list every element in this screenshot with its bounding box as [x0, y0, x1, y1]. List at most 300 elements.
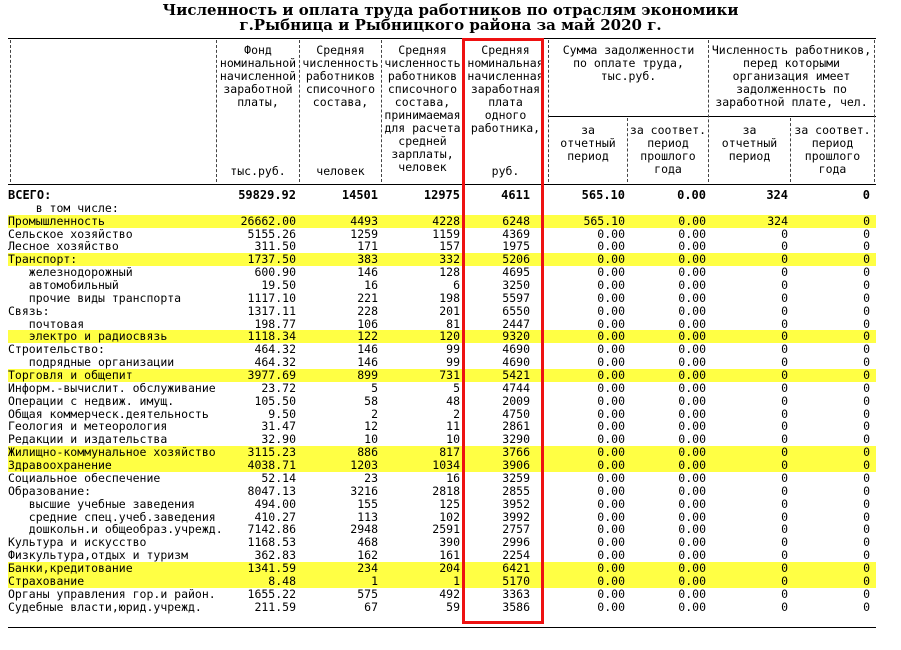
cell-wage: 3363: [502, 586, 530, 601]
cell-branch-name: Строительство:: [8, 342, 105, 357]
cell-debt-prev: 0.00: [678, 419, 706, 434]
cell-debt-prev: 0.00: [678, 458, 706, 473]
cell-workers-prev: 0: [863, 303, 870, 318]
cell-calc: 1: [453, 573, 460, 588]
cell-workers-prev: 0: [863, 278, 870, 293]
cell-workers-reporting: 0: [781, 252, 788, 267]
cell-workers-prev: 0: [863, 599, 870, 614]
cell-calc: 12975: [423, 188, 460, 202]
cell-wage: 3250: [502, 278, 530, 293]
cell-debt-reporting: 0.00: [597, 380, 625, 395]
cell-branch-name: Судебные власти,юрид.учрежд.: [8, 599, 202, 614]
cell-calc: 390: [439, 535, 460, 550]
cell-fund: 26662.00: [240, 213, 296, 228]
cell-fund: 198.77: [254, 316, 296, 331]
cell-branch-name: Операции с недвиж. имущ.: [8, 393, 175, 408]
cell-workers-reporting: 0: [781, 290, 788, 305]
cell-debt-prev: 0.00: [678, 445, 706, 460]
table-row: [8, 472, 876, 485]
cell-debt-prev: 0.00: [678, 393, 706, 408]
page-title-line1: Численность и оплата труда работников по отраслям экономики: [162, 1, 739, 19]
cell-workers-prev: 0: [863, 316, 870, 331]
cell-debt-reporting: 565.10: [583, 213, 625, 228]
cell-wage: 2996: [502, 535, 530, 550]
cell-fund: 8047.13: [247, 483, 296, 498]
cell-debt-reporting: 0.00: [597, 278, 625, 293]
cell-branch-name: ВСЕГО:: [8, 188, 52, 202]
cell-fund: 3977.69: [247, 368, 296, 383]
cell-list: 234: [357, 560, 378, 575]
cell-calc: 1159: [432, 226, 460, 241]
cell-branch-name: почтовая: [8, 316, 85, 331]
subheader-rule: [548, 116, 876, 117]
cell-list: 58: [364, 393, 378, 408]
cell-workers-prev: 0: [863, 586, 870, 601]
header-workers-prev: за соответ. период прошлого года: [794, 123, 871, 176]
cell-list: 1: [371, 573, 378, 588]
cell-workers-reporting: 0: [781, 419, 788, 434]
cell-workers-reporting: 0: [781, 368, 788, 383]
cell-wage: 3952: [502, 496, 530, 511]
cell-branch-name: Страхование: [8, 573, 85, 588]
cell-calc: 6: [453, 278, 460, 293]
cell-wage: 5597: [502, 290, 530, 305]
cell-fund: 5155.26: [247, 226, 296, 241]
cell-list: 171: [357, 239, 378, 254]
cell-workers-prev: 0: [863, 265, 870, 280]
cell-workers-reporting: 0: [781, 599, 788, 614]
cell-debt-reporting: 0.00: [597, 535, 625, 550]
header-avg-calc: Средняя численность работников списочного состава, принимаемая для расчета средней зарплаты, человек: [384, 43, 461, 174]
cell-wage: 3259: [502, 470, 530, 485]
cell-calc: 492: [439, 586, 460, 601]
cell-calc: 198: [439, 290, 460, 305]
header-top-rule: [8, 38, 876, 39]
cell-calc: 81: [446, 316, 460, 331]
cell-workers-prev: 0: [862, 188, 870, 202]
cell-debt-prev: 0.00: [678, 380, 706, 395]
table-row: [8, 575, 876, 588]
cell-workers-prev: 0: [863, 560, 870, 575]
cell-debt-reporting: 0.00: [597, 329, 625, 344]
cell-calc: 125: [439, 496, 460, 511]
cell-branch-name: автомобильный: [8, 278, 119, 293]
cell-debt-reporting: 0.00: [597, 599, 625, 614]
cell-workers-reporting: 0: [781, 458, 788, 473]
cell-list: 67: [364, 599, 378, 614]
cell-workers-reporting: 0: [781, 303, 788, 318]
cell-branch-name: Образование:: [8, 483, 92, 498]
cell-workers-reporting: 0: [781, 265, 788, 280]
cell-debt-prev: 0.00: [678, 535, 706, 550]
cell-workers-reporting: 0: [781, 342, 788, 357]
cell-debt-reporting: 0.00: [597, 406, 625, 421]
cell-branch-name: Геология и метеорология: [8, 419, 168, 434]
cell-branch-name: дошкольн.и общеобраз.учрежд.: [8, 522, 223, 537]
cell-wage: 5421: [502, 368, 530, 383]
cell-workers-prev: 0: [863, 213, 870, 228]
cell-fund: 59829.92: [238, 188, 296, 202]
cell-debt-prev: 0.00: [678, 509, 706, 524]
cell-wage: 6248: [502, 213, 530, 228]
table-row: [8, 498, 876, 511]
cell-fund: 1655.22: [247, 586, 296, 601]
cell-workers-reporting: 0: [781, 496, 788, 511]
cell-wage: 4369: [502, 226, 530, 241]
cell-branch-name: Жилищно-коммунальное хозяйство: [8, 445, 216, 460]
cell-workers-reporting: 0: [781, 548, 788, 563]
cell-calc: 128: [439, 265, 460, 280]
cell-fund: 362.83: [254, 548, 296, 563]
cell-debt-reporting: 0.00: [597, 483, 625, 498]
cell-debt-prev: 0.00: [678, 342, 706, 357]
cell-wage: 3290: [502, 432, 530, 447]
cell-debt-reporting: 0.00: [597, 316, 625, 331]
cell-fund: 105.50: [254, 393, 296, 408]
cell-calc: 4228: [432, 213, 460, 228]
cell-workers-reporting: 0: [781, 239, 788, 254]
cell-workers-reporting: 0: [781, 445, 788, 460]
cell-list: 162: [357, 548, 378, 563]
cell-list: 23: [364, 470, 378, 485]
cell-wage: 6421: [502, 560, 530, 575]
cell-fund: 31.47: [261, 419, 296, 434]
cell-list: 886: [357, 445, 378, 460]
cell-wage: 4750: [502, 406, 530, 421]
cell-debt-reporting: 0.00: [597, 432, 625, 447]
cell-list: 3216: [350, 483, 378, 498]
cell-debt-reporting: 0.00: [597, 290, 625, 305]
cell-workers-prev: 0: [863, 226, 870, 241]
cell-debt-prev: 0.00: [678, 303, 706, 318]
cell-workers-prev: 0: [863, 355, 870, 370]
cell-fund: 1317.11: [247, 303, 296, 318]
cell-list: 5: [371, 380, 378, 395]
cell-workers-prev: 0: [863, 419, 870, 434]
table-row: [8, 305, 876, 318]
cell-calc: 2818: [432, 483, 460, 498]
table-row: [8, 330, 876, 343]
cell-fund: 23.72: [261, 380, 296, 395]
cell-calc: 2: [453, 406, 460, 421]
cell-workers-reporting: 0: [781, 586, 788, 601]
cell-branch-name: высшие учебные заведения: [8, 496, 195, 511]
cell-workers-prev: 0: [863, 342, 870, 357]
cell-workers-prev: 0: [863, 406, 870, 421]
cell-fund: 19.50: [261, 278, 296, 293]
cell-wage: 2254: [502, 548, 530, 563]
cell-debt-reporting: 0.00: [597, 265, 625, 280]
cell-list: 1259: [350, 226, 378, 241]
header-debt-sum: Сумма задолженности по оплате труда, тыс.руб.: [562, 43, 695, 83]
cell-debt-prev: 0.00: [678, 548, 706, 563]
col-sep: [874, 40, 875, 182]
cell-debt-reporting: 0.00: [597, 226, 625, 241]
cell-branch-name: прочие виды транспорта: [8, 290, 182, 305]
cell-workers-prev: 0: [863, 509, 870, 524]
cell-wage: 4690: [502, 342, 530, 357]
cell-wage: 3906: [502, 458, 530, 473]
cell-debt-prev: 0.00: [678, 252, 706, 267]
cell-workers-reporting: 0: [781, 380, 788, 395]
cell-debt-reporting: 0.00: [597, 419, 625, 434]
cell-workers-prev: 0: [863, 483, 870, 498]
cell-debt-reporting: 0.00: [597, 586, 625, 601]
cell-branch-name: в том числе:: [8, 200, 119, 215]
cell-wage: 4690: [502, 355, 530, 370]
cell-debt-prev: 0.00: [678, 496, 706, 511]
cell-branch-name: средние спец.учеб.заведения: [8, 509, 216, 524]
cell-fund: 8.48: [268, 573, 296, 588]
cell-fund: 464.32: [254, 342, 296, 357]
header-fund: Фонд номинальной начисленной заработной платы,: [219, 43, 297, 109]
cell-fund: 9.50: [268, 406, 296, 421]
table-row: [8, 215, 876, 228]
cell-debt-reporting: 0.00: [597, 573, 625, 588]
header-avg-wage-unit: руб.: [491, 164, 520, 178]
cell-list: 12: [364, 419, 378, 434]
cell-list: 10: [364, 432, 378, 447]
cell-list: 899: [357, 368, 378, 383]
cell-fund: 1117.10: [247, 290, 296, 305]
cell-wage: 2009: [502, 393, 530, 408]
cell-debt-reporting: 0.00: [597, 239, 625, 254]
cell-workers-prev: 0: [863, 432, 870, 447]
cell-list: 106: [357, 316, 378, 331]
cell-workers-prev: 0: [863, 329, 870, 344]
cell-debt-prev: 0.00: [678, 483, 706, 498]
cell-workers-prev: 0: [863, 535, 870, 550]
cell-calc: 161: [439, 548, 460, 563]
cell-wage: 3586: [502, 599, 530, 614]
header-avg-list-unit: человек: [316, 164, 365, 178]
cell-wage: 9320: [502, 329, 530, 344]
cell-calc: 731: [439, 368, 460, 383]
cell-branch-name: Промышленность: [8, 213, 105, 228]
cell-debt-reporting: 0.00: [597, 458, 625, 473]
cell-debt-reporting: 0.00: [597, 342, 625, 357]
cell-list: 228: [357, 303, 378, 318]
cell-wage: 3766: [502, 445, 530, 460]
cell-debt-prev: 0.00: [678, 265, 706, 280]
cell-workers-reporting: 324: [766, 188, 788, 202]
cell-debt-reporting: 565.10: [581, 188, 625, 202]
cell-workers-reporting: 0: [781, 483, 788, 498]
cell-wage: 2447: [502, 316, 530, 331]
cell-calc: 157: [439, 239, 460, 254]
cell-debt-reporting: 0.00: [597, 445, 625, 460]
cell-debt-prev: 0.00: [678, 470, 706, 485]
cell-branch-name: железнодорожный: [8, 265, 133, 280]
cell-debt-prev: 0.00: [678, 278, 706, 293]
cell-workers-prev: 0: [863, 290, 870, 305]
cell-debt-prev: 0.00: [678, 355, 706, 370]
cell-branch-name: электро и радиосвязь: [8, 329, 168, 344]
cell-workers-prev: 0: [863, 470, 870, 485]
cell-list: 146: [357, 342, 378, 357]
cell-wage: 5206: [502, 252, 530, 267]
cell-calc: 16: [446, 470, 460, 485]
cell-workers-reporting: 324: [767, 213, 788, 228]
table-row: [8, 562, 876, 575]
cell-workers-prev: 0: [863, 548, 870, 563]
cell-list: 122: [357, 329, 378, 344]
cell-list: 2: [371, 406, 378, 421]
cell-debt-prev: 0.00: [678, 522, 706, 537]
cell-workers-prev: 0: [863, 368, 870, 383]
cell-fund: 1341.59: [247, 560, 296, 575]
cell-workers-reporting: 0: [781, 535, 788, 550]
cell-workers-reporting: 0: [781, 509, 788, 524]
cell-workers-prev: 0: [863, 458, 870, 473]
cell-wage: 4611: [501, 188, 530, 202]
cell-workers-reporting: 0: [781, 329, 788, 344]
cell-calc: 102: [439, 509, 460, 524]
cell-fund: 211.59: [254, 599, 296, 614]
col-sep: [10, 40, 11, 182]
cell-list: 383: [357, 252, 378, 267]
cell-debt-prev: 0.00: [677, 188, 706, 202]
header-fund-unit: тыс.руб.: [230, 164, 286, 178]
table-row: [8, 395, 876, 408]
cell-debt-reporting: 0.00: [597, 470, 625, 485]
cell-branch-name: Культура и искусство: [8, 535, 147, 550]
cell-branch-name: Сельское хозяйство: [8, 226, 133, 241]
cell-fund: 1737.50: [247, 252, 296, 267]
cell-workers-prev: 0: [863, 393, 870, 408]
cell-debt-prev: 0.00: [678, 560, 706, 575]
cell-fund: 7142.86: [247, 522, 296, 537]
cell-debt-reporting: 0.00: [597, 560, 625, 575]
cell-branch-name: Здравоохранение: [8, 458, 112, 473]
cell-fund: 4038.71: [247, 458, 296, 473]
cell-debt-reporting: 0.00: [597, 509, 625, 524]
header-bottom-rule: [8, 184, 876, 185]
cell-branch-name: Связь:: [8, 303, 50, 318]
cell-workers-prev: 0: [863, 239, 870, 254]
cell-debt-reporting: 0.00: [597, 368, 625, 383]
cell-debt-prev: 0.00: [678, 432, 706, 447]
cell-workers-reporting: 0: [781, 470, 788, 485]
cell-workers-reporting: 0: [781, 278, 788, 293]
cell-wage: 4744: [502, 380, 530, 395]
cell-wage: 4695: [502, 265, 530, 280]
cell-branch-name: Лесное хозяйство: [8, 239, 119, 254]
cell-workers-reporting: 0: [781, 432, 788, 447]
cell-branch-name: Органы управления гор.и район.: [8, 586, 216, 601]
cell-wage: 3992: [502, 509, 530, 524]
cell-calc: 1034: [432, 458, 460, 473]
cell-debt-prev: 0.00: [678, 368, 706, 383]
cell-list: 575: [357, 586, 378, 601]
cell-list: 146: [357, 355, 378, 370]
cell-calc: 59: [446, 599, 460, 614]
cell-branch-name: Общая коммерческ.деятельность: [8, 406, 209, 421]
cell-calc: 120: [439, 329, 460, 344]
cell-calc: 99: [446, 342, 460, 357]
cell-debt-prev: 0.00: [678, 316, 706, 331]
cell-debt-reporting: 0.00: [597, 548, 625, 563]
cell-debt-prev: 0.00: [678, 226, 706, 241]
cell-debt-reporting: 0.00: [597, 355, 625, 370]
cell-fund: 311.50: [254, 239, 296, 254]
cell-calc: 201: [439, 303, 460, 318]
cell-wage: 2861: [502, 419, 530, 434]
cell-debt-prev: 0.00: [678, 586, 706, 601]
cell-wage: 2757: [502, 522, 530, 537]
cell-debt-reporting: 0.00: [597, 393, 625, 408]
table-row: [8, 601, 876, 614]
cell-debt-prev: 0.00: [678, 290, 706, 305]
cell-workers-prev: 0: [863, 573, 870, 588]
cell-list: 14501: [341, 188, 378, 202]
cell-wage: 6550: [502, 303, 530, 318]
cell-debt-reporting: 0.00: [597, 303, 625, 318]
table-bottom-rule: [8, 627, 876, 628]
header-avg-list: Средняя численность работников списочного состава,: [302, 43, 379, 109]
cell-list: 1203: [350, 458, 378, 473]
cell-calc: 48: [446, 393, 460, 408]
cell-list: 4493: [350, 213, 378, 228]
cell-calc: 5: [453, 380, 460, 395]
cell-calc: 10: [446, 432, 460, 447]
table-row: [8, 292, 876, 305]
table-row: [8, 189, 876, 202]
cell-fund: 494.00: [254, 496, 296, 511]
cell-debt-reporting: 0.00: [597, 252, 625, 267]
cell-fund: 410.27: [254, 509, 296, 524]
header-debt-workers: Численность работников, перед которыми организация имеет задолженность по заработной плате, чел.: [711, 43, 872, 109]
cell-branch-name: Редакции и издательства: [8, 432, 168, 447]
cell-branch-name: Транспорт:: [8, 252, 78, 267]
table-row: [8, 382, 876, 395]
cell-debt-prev: 0.00: [678, 239, 706, 254]
cell-workers-reporting: 0: [781, 560, 788, 575]
header-workers-reporting: за отчетный период: [721, 123, 778, 163]
cell-workers-prev: 0: [863, 496, 870, 511]
highlight-box: [462, 38, 544, 624]
cell-workers-prev: 0: [863, 380, 870, 395]
table-row: [8, 266, 876, 279]
table-row: [8, 202, 876, 215]
cell-workers-prev: 0: [863, 252, 870, 267]
cell-debt-reporting: 0.00: [597, 522, 625, 537]
header-avg-wage: Средняя номинальная начисленная заработная плата одного работника,: [467, 43, 544, 135]
cell-fund: 32.90: [261, 432, 296, 447]
cell-fund: 1118.34: [247, 329, 296, 344]
cell-wage: 2855: [502, 483, 530, 498]
cell-list: 221: [357, 290, 378, 305]
cell-calc: 99: [446, 355, 460, 370]
cell-fund: 464.32: [254, 355, 296, 370]
cell-list: 146: [357, 265, 378, 280]
cell-fund: 52.14: [261, 470, 296, 485]
cell-list: 113: [357, 509, 378, 524]
cell-branch-name: подрядные организации: [8, 355, 175, 370]
cell-workers-reporting: 0: [781, 226, 788, 241]
cell-calc: 2591: [432, 522, 460, 537]
cell-calc: 11: [446, 419, 460, 434]
cell-debt-prev: 0.00: [678, 213, 706, 228]
cell-calc: 204: [439, 560, 460, 575]
cell-calc: 817: [439, 445, 460, 460]
cell-list: 16: [364, 278, 378, 293]
cell-calc: 332: [439, 252, 460, 267]
cell-workers-prev: 0: [863, 522, 870, 537]
cell-workers-reporting: 0: [781, 573, 788, 588]
cell-branch-name: Банки,кредитование: [8, 560, 133, 575]
table-row: [8, 485, 876, 498]
